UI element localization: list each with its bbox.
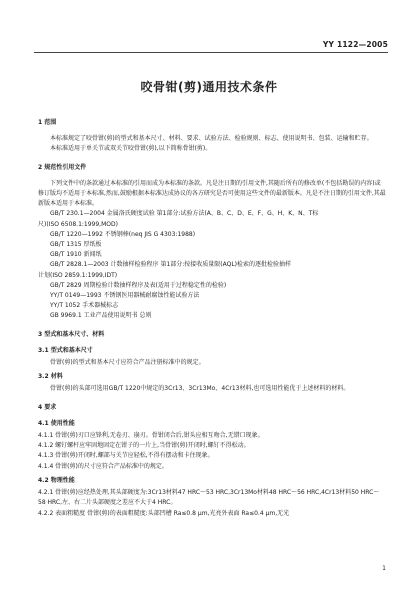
section-2-heading: 2 规范性引用文件 (38, 163, 87, 171)
clause-item: 4.1.1 骨钳(剪)刃口应锋利,无卷刃、崩刃。骨钳闭合后,钳头应相互吻合,无错口现象。 (38, 432, 264, 440)
reference-item: GB 9969.1 工业产品使用说明书 总则 (50, 312, 152, 320)
reference-item: 尺)(ISO 6508.1:1999,MOD) (38, 220, 118, 228)
header-rule (34, 52, 388, 53)
clause-4-1-heading: 4.1 使用性能 (38, 419, 75, 427)
section-3-heading: 3 型式和基本尺寸、材料 (38, 330, 105, 338)
section-1-heading: 1 范围 (38, 119, 57, 126)
reference-item: YY/T 0149—1993 不锈钢医用器械耐腐蚀性能试验方法 (50, 292, 200, 300)
section-2-paragraph: 下列文件中的条款通过本标准的引用而成为本标准的条款。凡是注日期的引用文件,其随后所有的修改单(不包括勘误的内容)或修订版均不适用于本标准,然而,鼓励根据本标准达成协议的各方研究是否可使用这些文件的最新版本。凡是不注日期的引用文件,其最新版本适用于本标准。 (38, 179, 386, 208)
reference-item: GB/T 1315 厚纸板 (50, 241, 102, 249)
clause-3-2-heading: 3.2 材料 (38, 373, 63, 381)
section-1-paragraph: 本标准规定了咬骨钳(剪)的型式和基本尺寸、材料、要求、试验方法、检验规则、标志、使用说明书、包装、运输和贮存。 (50, 135, 373, 143)
document-body (38, 110, 386, 519)
clause-item: 4.2.2 表面粗糙度 骨钳(剪)的表面粗糙度:头部凹槽 Ra≤0.8 μm,光亮外表面 Ra≤0.4 μm,无光 (38, 509, 290, 517)
clause-item: 4.1.4 骨钳(剪)的尺寸应符合产品标准中的规定。 (38, 462, 168, 470)
reference-item: GB/T 230.1—2004 金属洛氏硬度试验 第1部分:试验方法(A、B、C、D、E、F、G、H、K、N、T标 (50, 210, 319, 218)
reference-item: YY/T 1052 手术器械标志 (50, 302, 119, 310)
clause-item: 4.2.1 骨钳(剪)应经热处理,其头部硬度为:3Cr13材料47 HRC～53 HRC,3Cr13Mo材料48 HRC～56 HRC,4Cr13材料50 HRC～58 HRC,左、右二片头部硬度之差应不大于4 HRC。 (38, 489, 380, 507)
clause-4-2-heading: 4.2 物理性能 (38, 476, 75, 484)
clause-3-1-heading: 3.1 型式和基本尺寸 (38, 346, 93, 354)
reference-item: 计划(ISO 2859.1:1999,IDT) (38, 271, 118, 279)
clause-item: 4.1.2 螺钉螺杆应牢固地固定在钳子的一片上,当骨钳(剪)开闭时,螺钉不得松动。 (38, 442, 250, 450)
section-4-heading: 4 要求 (38, 403, 57, 411)
section-1-paragraph: 本标准适用于单关节或双关节咬骨钳(剪),以下简称骨钳(剪)。 (50, 145, 212, 153)
reference-item: GB/T 2829 周期检验计数抽样程序及表(适用于过程稳定性的检验) (50, 281, 227, 289)
clause-3-1-text: 骨钳(剪)的型式和基本尺寸应符合产品注册标准中的规定。 (50, 359, 205, 367)
reference-item: GB/T 1220—1992 不锈钢棒(neq JIS G 4303:1988) (50, 230, 196, 238)
clause-3-2-text: 骨钳(剪)的头部可选用GB/T 1220中规定的3Cr13、3Cr13Mo、4Cr13材料,也可选用性能优于上述材料的材料。 (50, 385, 350, 393)
page-number: 1 (382, 565, 386, 572)
standard-code: YY 1122—2005 (322, 40, 388, 49)
reference-item: GB/T 2828.1—2003 计数抽样检验程序 第1部分:按接收质量限(AQL)检索的逐批检验抽样 (50, 261, 292, 269)
reference-item: GB/T 1910 新闻纸 (50, 251, 102, 259)
clause-item: 4.1.3 骨钳(剪)开闭时,螺部与关节应轻松,不得有摆动和卡住现象。 (38, 452, 214, 460)
document-title: 咬骨钳(剪)通用技术条件 (140, 80, 278, 94)
